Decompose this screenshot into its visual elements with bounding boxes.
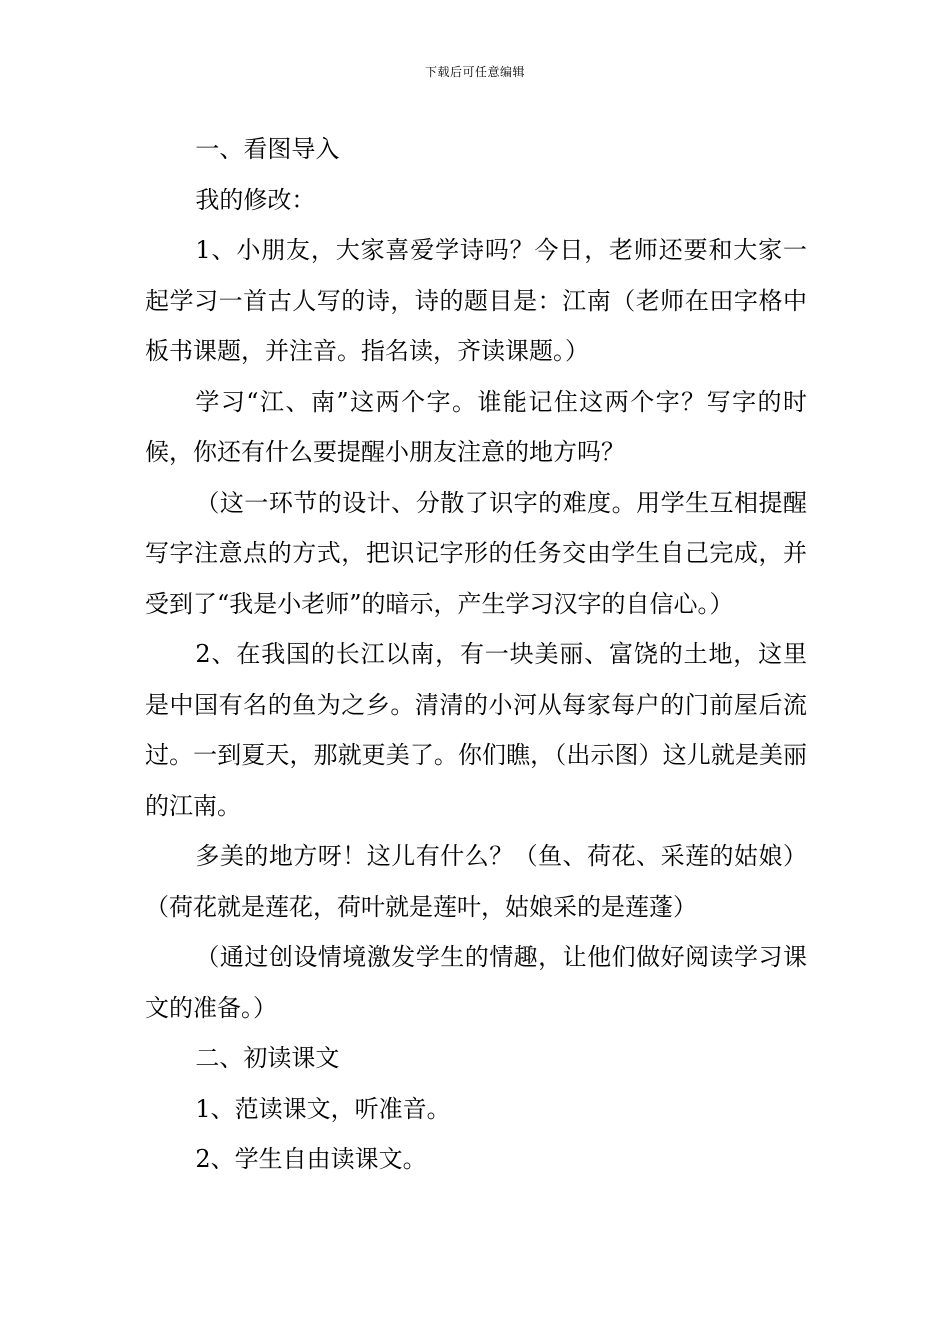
paragraph: （通过创设情境激发学生的情趣，让他们做好阅读学习课文的准备。） <box>145 943 807 1022</box>
paragraph: 2、在我国的长江以南，有一块美丽、富饶的土地，这里是中国有名的鱼为之乡。清清的小河从每家每户的门前屋后流过。一到夏天，那就更美了。你们瞧，（出示图）这儿就是美丽的江南。 <box>145 640 807 820</box>
paragraph: 我的修改： <box>195 185 316 214</box>
paragraph: 学习“江、南”这两个字。谁能记住这两个字？写字的时候，你还有什么要提醒小朋友注意的地方吗？ <box>145 387 807 466</box>
page-header: 下载后可任意编辑 <box>424 65 525 79</box>
paragraph: 1、小朋友，大家喜爱学诗吗？今日，老师还要和大家一起学习一首古人写的诗，诗的题目是：江南（老师在田字格中板书课题，并注音。指名读，齐读课题。） <box>145 236 807 365</box>
paragraph: 2、学生自由读课文。 <box>195 1145 427 1173</box>
section-heading: 一、看图导入 <box>195 135 340 163</box>
paragraph: 1、范读课文，听准音。 <box>195 1094 451 1123</box>
paragraph: 多美的地方呀！这儿有什么？（鱼、荷花、采莲的姑娘）（荷花就是莲花，荷叶就是莲叶，姑娘采的是莲蓬） <box>145 842 807 921</box>
document-body <box>145 124 807 1185</box>
section-heading: 二、初读课文 <box>195 1044 340 1072</box>
paragraph: （这一环节的设计、分散了识字的难度。用学生互相提醒写字注意点的方式，把识记字形的任务交由学生自己完成，并受到了“我是小老师”的暗示，产生学习汉字的自信心。） <box>145 488 807 618</box>
